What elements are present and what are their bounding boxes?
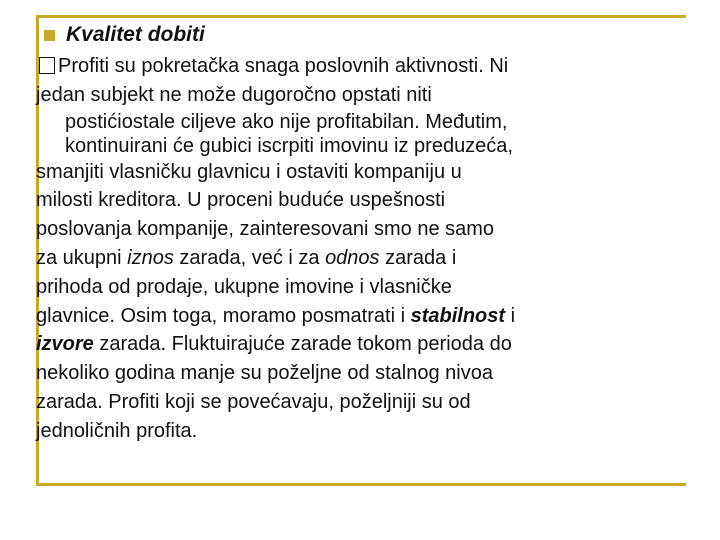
paragraph-text: Profiti su pokretačka snaga poslovnih aktivnosti. Ni — [58, 55, 509, 77]
frame-top-rule — [36, 15, 686, 18]
emphasis-izvore: izvore — [36, 333, 94, 356]
emphasis-stabilnost: stabilnost — [410, 304, 506, 327]
slide-heading: Kvalitet dobiti — [66, 23, 205, 46]
paragraph-line — [36, 244, 686, 273]
paragraph-text: zarada i — [379, 246, 457, 269]
paragraph-line: smanjiti vlasničku glavnicu i ostaviti kompaniju u — [36, 160, 462, 183]
paragraph-line: jedan subjekt ne može dugoročno opstati niti — [36, 83, 432, 106]
paragraph-text: zarada. Fluktuirajuće zarade tokom perioda do — [93, 333, 512, 356]
paragraph-text: zarada, već i za — [173, 246, 326, 269]
emphasis-odnos: odnos — [325, 246, 380, 269]
paragraph-line: poslovanja kompanije, zainteresovani smo ne samo — [36, 218, 495, 241]
frame-bottom-rule — [36, 483, 686, 486]
paragraph-text: za ukupni — [36, 246, 128, 269]
paragraph-line: jednoličnih profita. — [36, 419, 198, 442]
paragraph-line: nekoliko godina manje su poželjne od stalnog nivoa — [36, 362, 493, 385]
paragraph-line — [36, 302, 686, 331]
paragraph-text: glavnice. Osim toga, moramo posmatrati i — [36, 304, 411, 327]
paragraph-line: zarada. Profiti koji se povećavaju, poželjniji su od — [36, 390, 471, 413]
paragraph-line: milosti kreditora. U proceni buduće uspešnosti — [36, 189, 446, 212]
paragraph-text: i — [505, 304, 516, 327]
replacement-box-icon — [39, 57, 55, 74]
body-paragraph — [36, 52, 686, 446]
emphasis-iznos: iznos — [127, 246, 174, 269]
paragraph-line: kontinuirani će gubici iscrpiti imovinu iz preduzeća, — [65, 134, 513, 157]
paragraph-line: prihoda od prodaje, ukupne imovine i vlasničke — [36, 275, 452, 298]
paragraph-line — [36, 52, 686, 81]
paragraph-line: postićiostale ciljeve ako nije profitabilan. Međutim, — [65, 110, 508, 133]
square-bullet-icon — [44, 30, 55, 41]
paragraph-line — [36, 330, 686, 359]
